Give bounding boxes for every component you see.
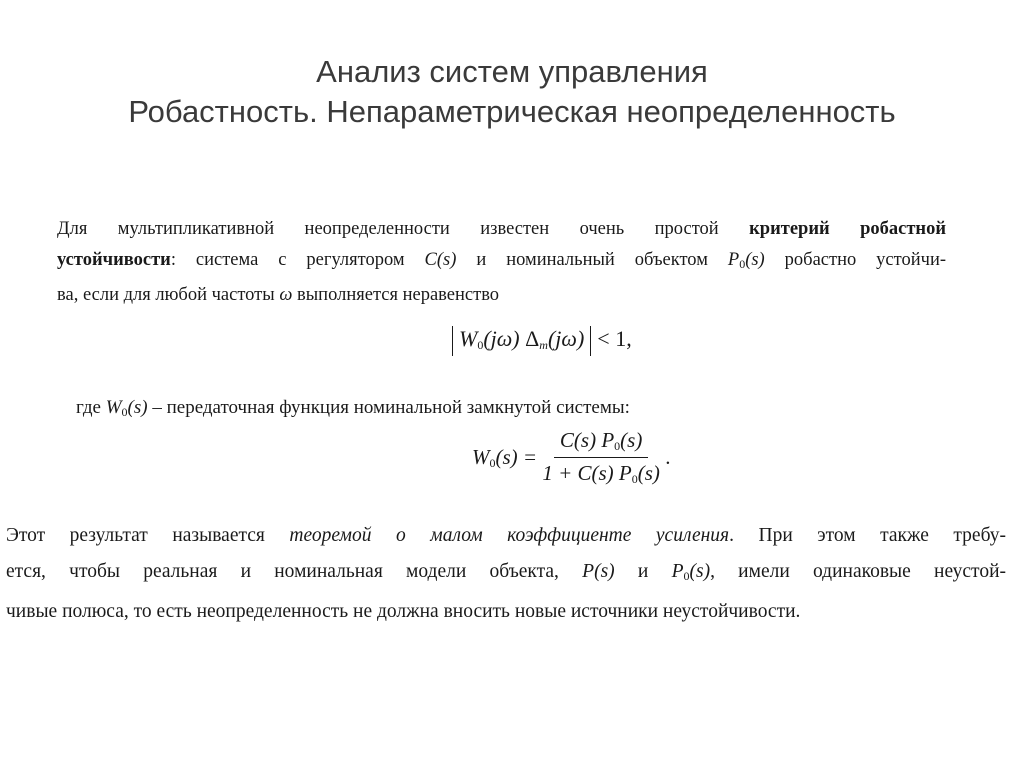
paragraph-line (57, 245, 946, 280)
fraction (542, 428, 660, 487)
math-var-p: P(s) (582, 561, 615, 582)
paragraph-line (57, 214, 946, 245)
paragraph-line (6, 554, 1006, 594)
text-run: , имели одинаковые неустой- (710, 561, 1006, 582)
math-w0: $W_0(j\omega)$ (459, 326, 520, 353)
math-delta: $\Delta_m(j\omega)$ (525, 326, 585, 353)
bold-term: критерий робастной (749, 219, 946, 239)
paragraph-line (57, 280, 946, 311)
text-run: . При этом также требу- (729, 525, 1006, 546)
abs-bar-right (590, 326, 591, 356)
paragraph-line (6, 518, 1006, 554)
formula-lhs: $W_0(s)$ = (472, 444, 538, 470)
abs-bar-left (452, 326, 453, 356)
title-line-1: Анализ систем управления (316, 54, 708, 89)
text-run: чивые полюса, то есть неопределенность не должна вносить новые источники неустойчивости. (6, 601, 801, 622)
paragraph-criterion (57, 214, 946, 311)
math-var-p0: $P_0(s)$ (727, 250, 765, 271)
paragraph-line (6, 594, 1006, 630)
where-line (76, 392, 630, 428)
text-run: Для мультипликативной неопределенности известен очень простой (57, 219, 750, 239)
text-run: ва, если для любой частоты (57, 285, 280, 305)
math-var-c: C(s) (424, 250, 457, 270)
title-line-2: Робастность. Непараметрическая неопределенность (128, 94, 896, 129)
text-run: : система с регулятором (170, 250, 425, 270)
math-var-omega: ω (279, 285, 293, 305)
transfer-function-formula (472, 428, 670, 487)
fraction-denominator: 1 + C(s) $P_0(s)$ (542, 461, 660, 486)
italic-term: теоремой о малом коэффициенте усиления (289, 525, 730, 546)
text-run: – передаточная функция номинальной замкнутой системы: (147, 397, 630, 418)
text-run: Этот результат называется (6, 525, 290, 546)
inequality (446, 326, 632, 356)
paragraph-small-gain (6, 518, 1006, 630)
fraction-numerator: C(s) $P_0(s)$ (554, 428, 648, 458)
text-run: и номинальный объектом (456, 250, 728, 270)
slide-title (0, 52, 1024, 132)
text-run: выполняется неравенство (292, 285, 500, 305)
text-run: робастно устойчи- (764, 250, 947, 270)
inequality-rhs: < 1, (597, 326, 632, 352)
text-run: где (76, 397, 106, 418)
text-run: ется, чтобы реальная и номинальная модели объекта, (6, 561, 583, 582)
formula-period: . (665, 445, 671, 469)
math-var-p0: $P_0(s)$ (671, 561, 711, 583)
bold-term: устойчивости (57, 250, 171, 270)
math-w0: $W_0(s)$ (105, 397, 148, 419)
text-run: и (614, 561, 672, 582)
